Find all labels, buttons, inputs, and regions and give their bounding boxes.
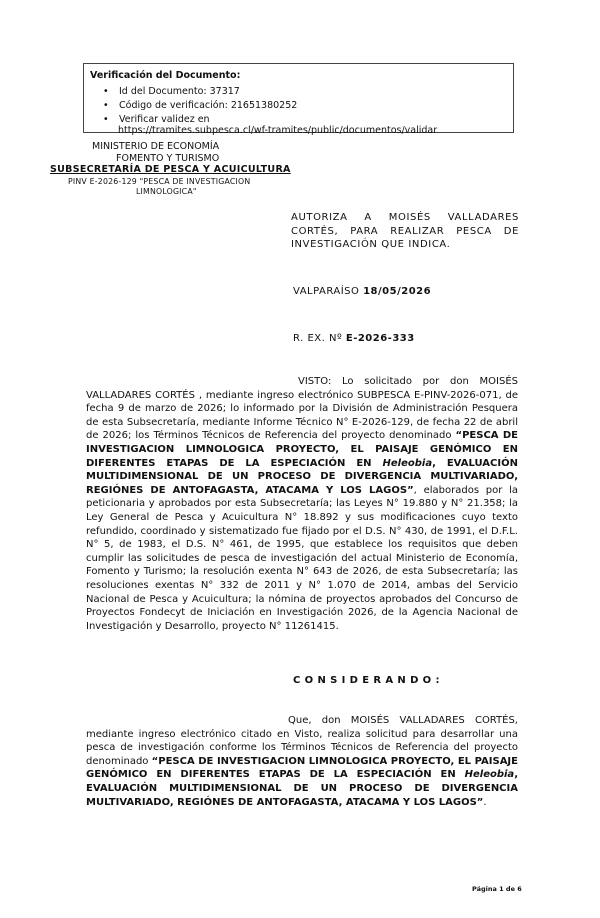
verification-code-item: [103, 100, 297, 111]
page-number: Página 1 de 6: [472, 885, 522, 893]
resolution-date: 18/05/2026: [363, 286, 432, 297]
resolution-subject: AUTORIZA A MOISÉS VALLADARES CORTÉS, PARA REALIZAR PESCA DE INVESTIGACIÓN QUE INDICA.: [291, 212, 519, 251]
visto-project-genus: Heleobia: [382, 457, 433, 469]
pinv-line-2: LIMNOLOGICA": [136, 187, 197, 196]
considerando-project-genus: Heleobia: [464, 769, 515, 781]
visto-paragraph: [86, 375, 518, 633]
ministry-line-1: MINISTERIO DE ECONOMÍA: [92, 141, 220, 152]
verify-item: [103, 114, 210, 125]
place-date: [293, 286, 431, 297]
considerando-text-end: .: [483, 796, 487, 808]
considerando-project-title-a: “PESCA DE INVESTIGACION LIMNOLOGICA PROYECTO, EL PAISAJE GENÓMICO EN DIFERENTES ETAPAS DE LA ESPECIACIÓN EN: [86, 755, 518, 781]
considerando-heading: CONSIDERANDO:: [293, 675, 444, 686]
considerando-paragraph: [86, 714, 518, 809]
verification-box: [83, 63, 514, 133]
bullet-icon: •: [103, 86, 109, 97]
visto-project-title-a: “PESCA DE INVESTIGACION LIMNOLOGICA PROYECTO, EL PAISAJE GENÓMICO EN DIFERENTES ETAPAS DE LA ESPECIACIÓN EN: [86, 430, 518, 469]
verification-title: Verificación del Documento:: [90, 70, 241, 81]
pinv-line-1: PINV E-2026-129 "PESCA DE INVESTIGACION: [68, 177, 251, 186]
bullet-icon: •: [103, 100, 109, 111]
verification-url[interactable]: https://tramites.subpesca.cl/wf-tramites/public/documentos/validar: [118, 125, 438, 136]
resolution-code: E-2026-333: [345, 333, 415, 344]
verification-code: Código de verificación: 21651380252: [119, 100, 298, 111]
visto-project-title-b: , EVALUACIÓN MULTIDIMENSIONAL DE UN PROCESO DE DIVERGENCIA MULTIVARIADO, REGIÓNES DE ANTOFAGASTA, ATACAMA Y LOS LAGOS”: [86, 457, 518, 496]
bullet-icon: •: [103, 114, 109, 125]
considerando-project-title-b: , EVALUACIÓN MULTIDIMENSIONAL DE UN PROCESO DE DIVERGENCIA MULTIVARIADO, REGIÓNES DE ANTOFAGASTA, ATACAMA Y LOS LAGOS”: [86, 769, 518, 808]
subsecretaria-heading: SUBSECRETARÍA DE PESCA Y ACUICULTURA: [50, 164, 291, 175]
verify-label: Verificar validez en: [119, 114, 210, 125]
ministry-line-2: FOMENTO Y TURISMO: [116, 153, 220, 164]
document-id-item: [103, 86, 240, 97]
visto-text-2: , elaborados por la peticionaria y aprobados por esta Subsecretaría; las Leyes N° 19.880 y N° 21.358; la Ley General de Pesca y Acuicultura N° 18.892 y sus modificaciones cuyo texto refundido, coordinado y sistematizado fue fijado por el D.S. N° 430, de 1991, el D.F.L. N° 5, de 1983, el D.S. N° 461, de 1995, que establece los requisitos que deben cumplir las solicitudes de pesca de investigación del actual Ministerio de Economía, Fomento y Turismo; la resolución exenta N° 643 de 2026, de esta Subsecretaría; las resoluciones exentas N° 332 de 2011 y N° 1.070 de 2014, ambas del Servicio Nacional de Pesca y Acuicultura; la nómina de proyectos aprobados del Concurso de Proyectos Fondecyt de Iniciación en Investigación 2026, de la Agencia Nacional de Investigación y Desarrollo, proyecto N° 11261415.: [86, 484, 519, 632]
document-id: Id del Documento: 37317: [119, 86, 240, 97]
considerando-text-1: Que, don MOISÉS VALLADARES CORTÉS, mediante ingreso electrónico citado en Visto, realiza solicitud para desarrollar una pesca de investigación conforme los Términos Técnicos de Referencia del proyecto denominado: [86, 715, 518, 767]
visto-text-1: VISTO: Lo solicitado por don MOISÉS VALLADARES CORTÉS , mediante ingreso electrónico SUBPESCA E-PINV-2026-071, de fecha 9 de marzo de 2026; lo informado por la División de Administración Pesquera de esta Subsecretaría, mediante Informe Técnico N° E-2026-129, de fecha 22 de abril de 2026; los Términos Técnicos de Referencia del proyecto denominado: [86, 376, 518, 442]
resolution-number: [293, 333, 415, 344]
resolution-label: R. EX. Nº: [293, 333, 343, 344]
place-label: VALPARAÍSO: [293, 286, 360, 297]
